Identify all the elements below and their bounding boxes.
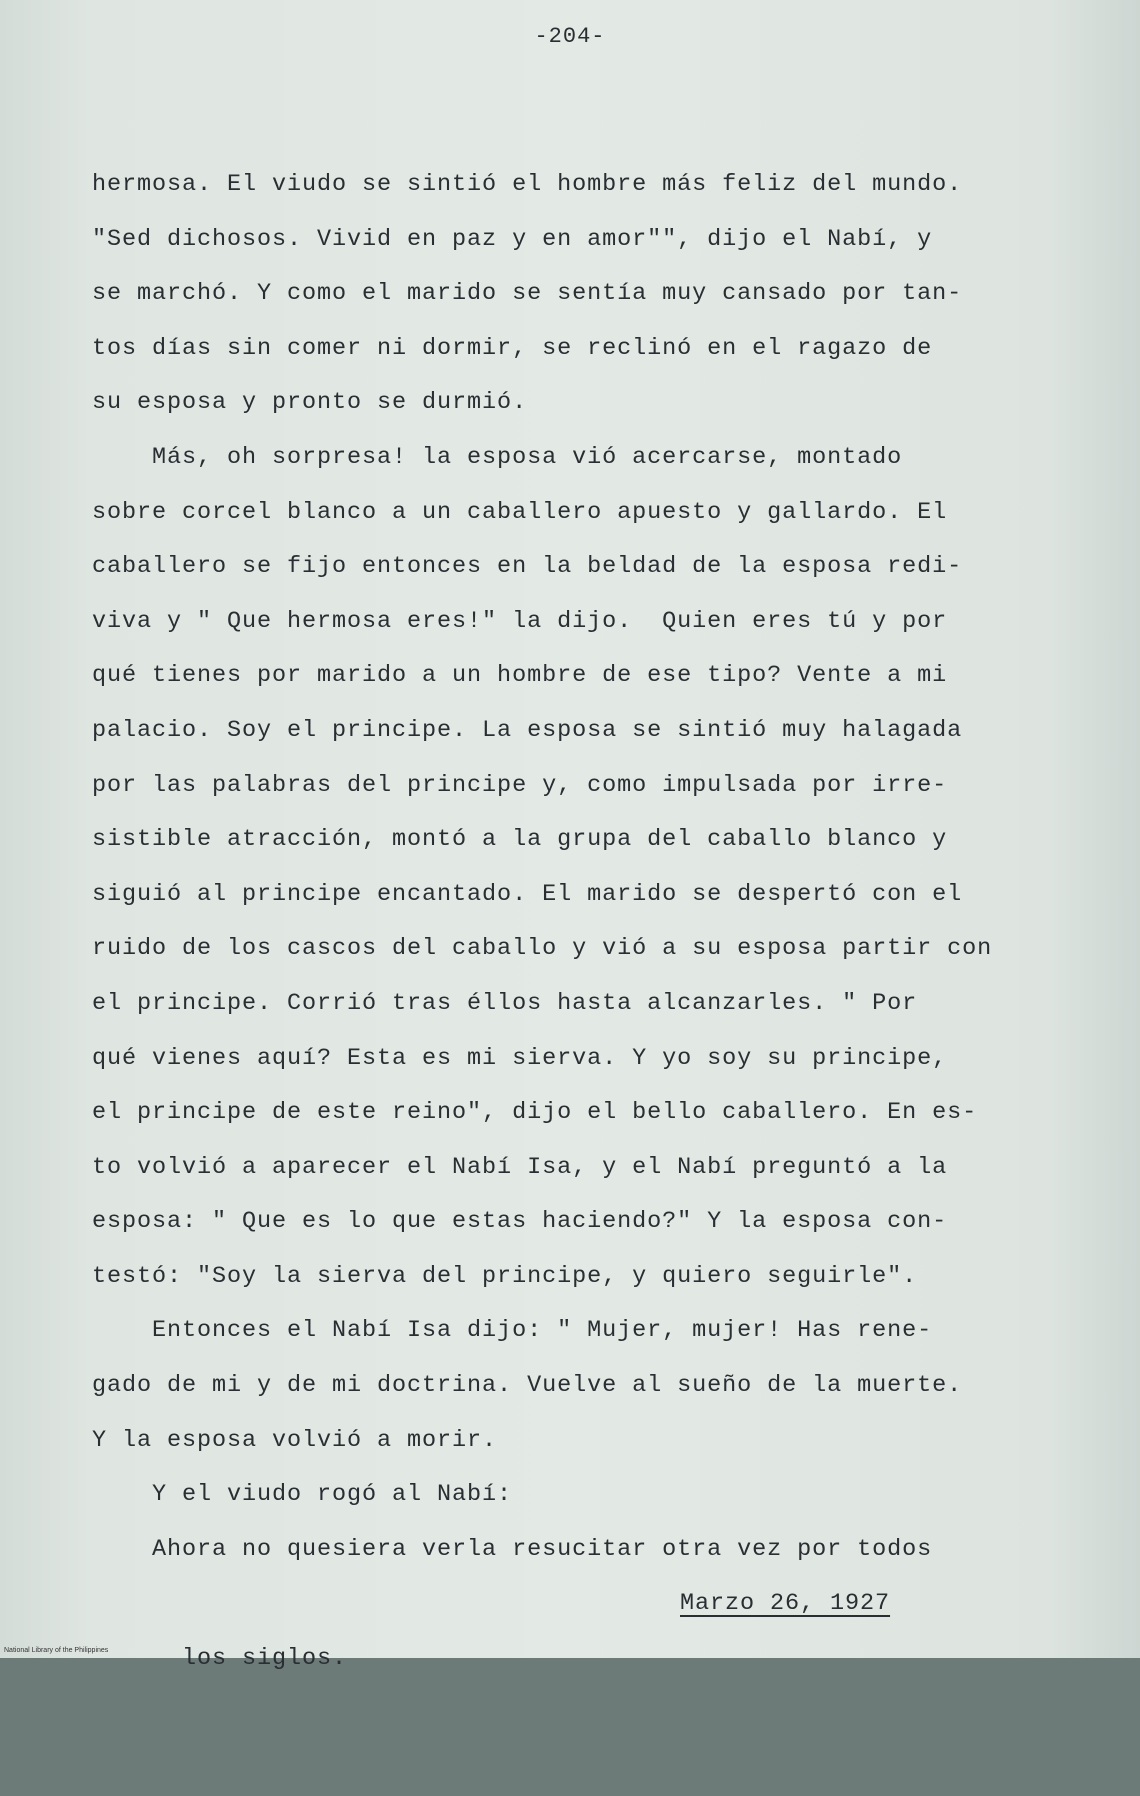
page-number: -204-: [534, 24, 606, 49]
document-date: Marzo 26, 1927: [680, 1590, 891, 1618]
closing-line: [92, 1577, 1092, 1673]
text-line: qué vienes aquí? Esta es mi sierva. Y yo soy su principe,: [92, 1044, 948, 1072]
text-line: testó: "Soy la sierva del principe, y quiero seguirle".: [92, 1262, 918, 1290]
text-line: esposa: " Que es lo que estas haciendo?" Y la esposa con-: [92, 1208, 948, 1236]
text-line: "Sed dichosos. Vivid en paz y en amor"", dijo el Nabí, y: [92, 225, 933, 253]
text-line: el principe. Corrió tras éllos hasta alcanzarles. " Por: [92, 989, 918, 1017]
text-line: to volvió a aparecer el Nabí Isa, y el Nabí preguntó a la: [92, 1153, 948, 1181]
text-line: Más, oh sorpresa! la esposa vió acercarse, montado: [92, 443, 903, 471]
text-line: tos días sin comer ni dormir, se reclinó en el ragazo de: [92, 334, 933, 362]
text-line: ruido de los cascos del caballo y vió a su esposa partir con: [92, 935, 993, 963]
text-line: Entonces el Nabí Isa dijo: " Mujer, mujer! Has rene-: [92, 1317, 933, 1345]
archive-footer: National Library of the Philippines: [4, 1647, 109, 1654]
text-line: siguió al principe encantado. El marido se despertó con el: [92, 880, 963, 908]
text-line: el principe de este reino", dijo el bello caballero. En es-: [92, 1099, 978, 1127]
text-line: por las palabras del principe y, como impulsada por irre-: [92, 771, 948, 799]
last-text-line: los siglos.: [182, 1645, 348, 1673]
text-line: sistible atracción, montó a la grupa del caballo blanco y: [92, 826, 948, 854]
text-line: caballero se fijo entonces en la beldad de la esposa redi-: [92, 553, 963, 581]
text-line: hermosa. El viudo se sintió el hombre más feliz del mundo.: [92, 171, 963, 198]
text-line: qué tienes por marido a un hombre de ese tipo? Vente a mi: [92, 662, 948, 690]
text-line: palacio. Soy el principe. La esposa se sintió muy halagada: [92, 716, 963, 744]
text-line: viva y " Que hermosa eres!" la dijo. Quien eres tú y por: [92, 607, 948, 635]
text-line: Y la esposa volvió a morir.: [92, 1426, 498, 1454]
body-text: [92, 158, 1092, 1673]
text-line: sobre corcel blanco a un caballero apuesto y gallardo. El: [92, 498, 948, 526]
text-line: se marchó. Y como el marido se sentía muy cansado por tan-: [92, 280, 963, 308]
text-line: gado de mi y de mi doctrina. Vuelve al sueño de la muerte.: [92, 1372, 963, 1400]
text-line: Y el viudo rogó al Nabí:: [92, 1481, 513, 1509]
text-line: Ahora no quesiera verla resucitar otra vez por todos: [92, 1535, 933, 1563]
text-line: su esposa y pronto se durmió.: [92, 389, 528, 417]
